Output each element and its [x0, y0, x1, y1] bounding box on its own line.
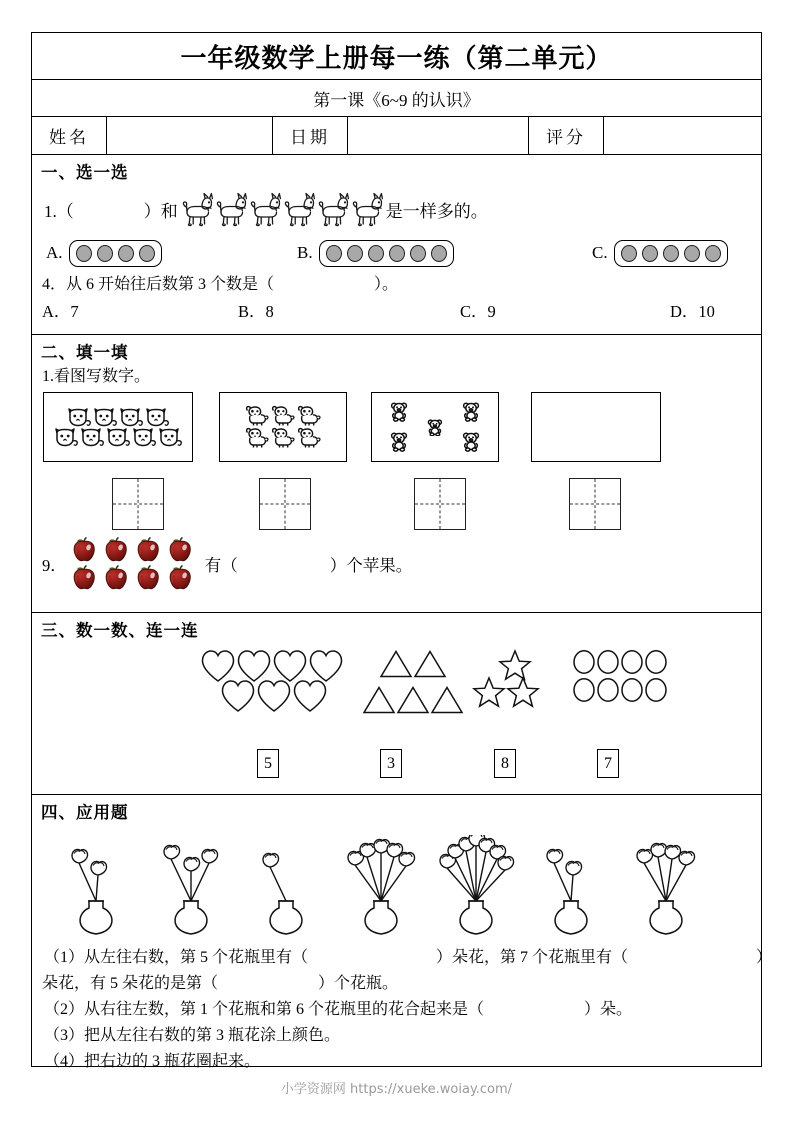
name-label: 姓名 [32, 117, 107, 154]
dot-icon [663, 245, 679, 262]
section-two-q1: 1.看图写数字。 [42, 368, 151, 385]
section-one [32, 155, 761, 335]
question-4-tail: ）。 [374, 276, 399, 293]
circle-icon [572, 677, 596, 703]
circle-icon [620, 677, 644, 703]
fox-icon [92, 407, 118, 427]
star-icon [472, 676, 506, 709]
vase-item[interactable] [238, 835, 333, 939]
apple-icon [135, 536, 161, 563]
vase-icon [627, 835, 705, 939]
app-question-2 [32, 997, 761, 1023]
app-q2-text-a: （2）从右往左数，第 1 个花瓶和第 6 个花瓶里的花合起来是（ [44, 1000, 485, 1018]
date-field[interactable] [348, 117, 529, 154]
heart-icon [292, 679, 328, 713]
writing-grid-box[interactable] [414, 478, 466, 530]
option-a[interactable] [46, 240, 162, 267]
app-question-3: （3）把从左往右数的第 3 瓶花涂上颜色。 [44, 1026, 341, 1044]
score-label: 评分 [529, 117, 604, 154]
section-two [32, 335, 761, 613]
vase-icon [152, 835, 230, 939]
dot-icon [410, 245, 426, 262]
shape-group-star[interactable] [472, 649, 540, 709]
bear-icon [390, 402, 408, 422]
donkey-icon [180, 191, 214, 227]
number-box[interactable]: 8 [494, 749, 516, 778]
dot-icon [684, 245, 700, 262]
vase-item[interactable] [523, 835, 618, 939]
dot-icon [97, 245, 113, 262]
dot-icon [139, 245, 155, 262]
application-questions [32, 939, 773, 1075]
shape-row [200, 649, 344, 683]
shape-row [572, 677, 668, 703]
triangle-icon [396, 685, 430, 715]
spacer [311, 478, 414, 530]
writing-grid-row [32, 478, 761, 530]
picture-box-none [531, 392, 661, 462]
triangle-icon [362, 685, 396, 715]
vase-row [32, 831, 761, 939]
app-question-1-line-2 [32, 971, 761, 997]
option-c[interactable] [592, 240, 728, 267]
shape-row [472, 676, 540, 709]
donkey-icon [316, 191, 350, 227]
donkey-icon [282, 191, 316, 227]
picture-row [53, 407, 183, 427]
donkey-group [180, 191, 384, 227]
number-box-row [32, 745, 761, 785]
section-one-title: 一、选一选 [41, 163, 129, 182]
question-1-prefix: 1.（ [44, 201, 74, 221]
option-label: B. [297, 243, 313, 262]
circle-icon [644, 677, 668, 703]
question-9-number: 9． [42, 556, 67, 576]
question-9-text-b: ）个苹果。 [329, 556, 413, 576]
shape-group-circle[interactable] [572, 649, 668, 703]
picture-box-content [53, 407, 183, 447]
triangle-icon [430, 685, 464, 715]
picture-box-content [381, 397, 489, 457]
shape-row [362, 685, 464, 715]
section-four [32, 795, 773, 1077]
q4-choice[interactable]: B．8 [238, 302, 274, 322]
dot-box [69, 240, 162, 267]
vase-item[interactable] [143, 835, 238, 939]
question-1 [32, 189, 761, 229]
worksheet-frame [31, 32, 773, 1070]
shape-row [572, 649, 668, 675]
dot-icon [621, 245, 637, 262]
q4-choice[interactable]: A．7 [42, 302, 79, 322]
spacer [347, 392, 371, 462]
section-three [32, 613, 761, 795]
circle-icon [644, 649, 668, 675]
picture-box-dog [219, 392, 347, 462]
dot-icon [347, 245, 363, 262]
dot-icon [705, 245, 721, 262]
circle-icon [572, 649, 596, 675]
fox-icon [131, 427, 157, 447]
number-box[interactable]: 5 [257, 749, 279, 778]
question-4 [32, 273, 761, 296]
shape-row [220, 679, 344, 713]
dot-box [319, 240, 454, 267]
date-label: 日期 [273, 117, 348, 154]
writing-grid-box[interactable] [259, 478, 311, 530]
writing-grid-box[interactable] [112, 478, 164, 530]
option-label: C. [592, 243, 608, 262]
dot-icon [368, 245, 384, 262]
writing-grid-box[interactable] [569, 478, 621, 530]
vase-icon [342, 835, 420, 939]
app-q2-text-b: ）朵。 [584, 1000, 633, 1018]
heart-icon [200, 649, 236, 683]
bear-grid [381, 397, 489, 457]
dot-icon [76, 245, 92, 262]
dog-icon [270, 427, 296, 449]
donkey-icon [214, 191, 248, 227]
picture-row [244, 427, 322, 449]
app-q1-text-e: ）个花瓶。 [318, 974, 399, 992]
dog-icon [244, 427, 270, 449]
picture-box-bear [371, 392, 499, 462]
dog-icon [296, 427, 322, 449]
app-q1-text-c: ） [756, 949, 773, 966]
q4-choice[interactable]: C．9 [460, 302, 496, 322]
picture-box-fox [43, 392, 193, 462]
section-four-title: 四、应用题 [41, 803, 129, 822]
circle-icon [596, 649, 620, 675]
picture-row [53, 427, 183, 447]
picture-box-content [244, 405, 322, 449]
circle-icon [596, 677, 620, 703]
donkey-icon [248, 191, 282, 227]
app-q1-text-d: 朵花，有 5 朵花的是第（ [42, 974, 219, 992]
apple-icon [71, 536, 97, 563]
spacer [164, 478, 259, 530]
bear-icon [427, 419, 443, 436]
section-two-title: 二、填一填 [41, 343, 129, 362]
heart-icon [236, 649, 272, 683]
apple-group [71, 536, 199, 592]
heart-icon [272, 649, 308, 683]
donkey-icon [350, 191, 384, 227]
vase-item[interactable] [428, 835, 523, 939]
dot-icon [118, 245, 134, 262]
question-1-mid: ）和 [143, 201, 178, 221]
apple-icon [103, 564, 129, 591]
vase-item[interactable] [333, 835, 428, 939]
section-three-title: 三、数一数、连一连 [41, 621, 199, 640]
name-field[interactable] [107, 117, 273, 154]
dot-box [614, 240, 728, 267]
vase-icon [437, 835, 515, 939]
question-4-choices [32, 298, 761, 322]
app-q1-text-a: （1）从左往右数，第 5 个花瓶里有（ [44, 949, 309, 966]
question-9 [32, 536, 761, 592]
dog-icon [270, 405, 296, 427]
student-info-row [32, 117, 761, 155]
picture-row [244, 405, 322, 427]
worksheet-title: 一年级数学上册每一练（第二单元） [32, 33, 761, 80]
score-field[interactable] [604, 117, 761, 154]
dot-icon [326, 245, 342, 262]
app-question-4: （4）把右边的 3 瓶花圈起来。 [44, 1052, 261, 1070]
fox-icon [105, 427, 131, 447]
star-icon [506, 676, 540, 709]
shape-group-heart[interactable] [200, 649, 344, 713]
apple-icon [167, 536, 193, 563]
number-box[interactable]: 7 [597, 749, 619, 778]
fox-icon [79, 427, 105, 447]
fox-icon [144, 407, 170, 427]
heart-icon [220, 679, 256, 713]
q4-choice[interactable]: D．10 [670, 302, 715, 322]
fox-icon [53, 427, 79, 447]
circle-icon [620, 649, 644, 675]
picture-box-row [32, 392, 761, 462]
apple-icon [135, 564, 161, 591]
vase-item[interactable] [618, 835, 713, 939]
spacer [499, 392, 531, 462]
bear-icon [462, 402, 480, 422]
apple-icon [71, 564, 97, 591]
spacer [193, 392, 219, 462]
fox-icon [66, 407, 92, 427]
dog-icon [244, 405, 270, 427]
dot-icon [389, 245, 405, 262]
worksheet-subtitle: 第一课《6~9 的认识》 [32, 80, 761, 117]
heart-icon [256, 679, 292, 713]
shape-group-triangle[interactable] [362, 649, 464, 715]
question-1-suffix: 是一样多的。 [385, 201, 488, 221]
shape-groups [32, 645, 761, 745]
heart-icon [308, 649, 344, 683]
option-b[interactable] [297, 240, 454, 267]
apple-icon [167, 564, 193, 591]
question-9-text-a: 有（ [204, 556, 238, 576]
vase-icon [57, 835, 135, 939]
vase-item[interactable] [48, 835, 143, 939]
fox-icon [157, 427, 183, 447]
dot-icon [431, 245, 447, 262]
number-box[interactable]: 3 [380, 749, 402, 778]
bear-icon [390, 432, 408, 452]
vase-icon [532, 835, 610, 939]
footer-watermark: 小学资源网 https://xueke.woiay.com/ [280, 1082, 513, 1097]
triangle-icon [413, 649, 447, 679]
app-q1-text-b: ）朵花，第 7 个花瓶里有（ [436, 949, 629, 966]
vase-icon [247, 835, 325, 939]
apple-icon [103, 536, 129, 563]
triangle-icon [379, 649, 413, 679]
question-4-text: 4．从 6 开始往后数第 3 个数是（ [42, 276, 275, 293]
app-question-1-line-1 [32, 945, 773, 971]
spacer [466, 478, 569, 530]
dot-icon [642, 245, 658, 262]
shape-row [379, 649, 464, 679]
option-row [32, 233, 761, 273]
dog-icon [296, 405, 322, 427]
fox-icon [118, 407, 144, 427]
option-label: A. [46, 243, 63, 262]
bear-icon [462, 432, 480, 452]
